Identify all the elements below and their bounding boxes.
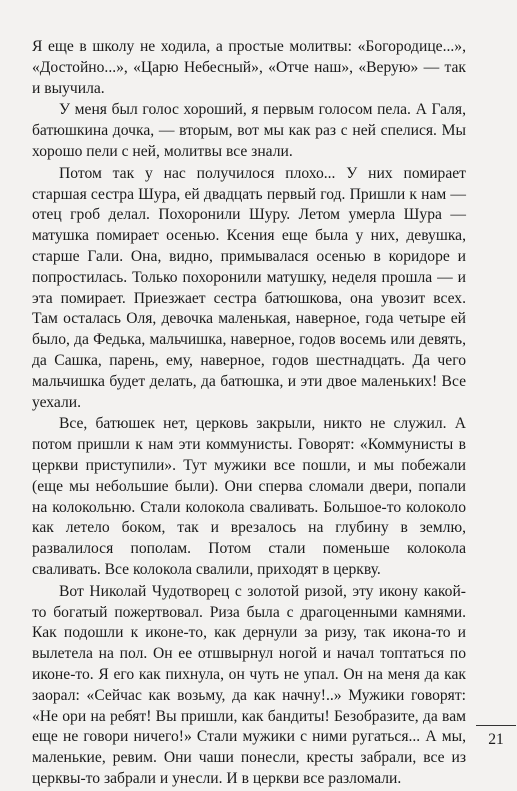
paragraph-1: Я еще в школу не ходила, а простые молитвы: «Богородице...», «Достойно...», «Царю Небесный», «Отче наш», «Верую» — так и выучила. (32, 38, 466, 97)
body-text (32, 37, 466, 791)
footer-rule (476, 725, 516, 726)
page-number: 21 (488, 731, 504, 748)
paragraph-4: Все, батюшек нет, церковь закрыли, никто не служил. А потом пришли к нам эти коммунисты. Говорят: «Коммунисты в церкви приступили». Тут мужики все пошли, и мы побежали (еще мы небольшие были). Они сперва сломали двери, попали на колокольню. Стали колокола сваливать. Большое-то колоколо как летело боком, так и врезалось на глубину в землю, развалилося пополам. Потом стали поменьше колокола сваливать. Все колокола свалили, приходят в церкву. (32, 415, 466, 578)
paragraph-3: Потом так у нас получилося плохо... У них помирает старшая сестра Шура, ей двадцать первый год. Пришли к нам — отец гроб делал. Похоронили Шуру. Летом умерла Шура — матушка помирает осенью. Ксения еще была у них, девушка, старше Гали. Она, видно, примывалася осенью в коридоре и попростилась. Только похоронили матушку, неделя прошла — и эта помирает. Приезжает сестра батюшкова, она увозит всех. Там осталась Оля, девочка маленькая, наверное, года четыре ей было, да Федька, мальчишка, наверное, годов восемь или девять, да Сашка, парень, ему, наверное, годов шестнадцать. Да чего мальчишка будет делать, да батюшка, и эти двое маленьких! Все уехали. (32, 164, 466, 411)
paragraph-2: У меня был голос хороший, я первым голосом пела. А Галя, батюшкина дочка, — вторым, вот мы как раз с ней спелися. Мы хорошо пели с ней, молитвы все знали. (32, 101, 466, 160)
paragraph-5: Вот Николай Чудотворец с золотой ризой, эту икону какой-то богатый пожертвовал. Риза была с драгоценными камнями. Как подошли к иконе-то, как дернули за ризу, так икона-то и вылетела на пол. Он ее отшвырнул ногой и начал топтаться по иконе-то. Я его как пихнула, он чуть не упал. Он на меня да как заорал: «Сейчас как возьму, да как начну!..» Мужики говорят: «Не ори на ребят! Вы пришли, как бандиты! Безобразите, да вам еще не говори ничего!» Стали мужики с ними ругаться... А мы, маленькие, ревим. Они чаши понесли, кресты забрали, все из церквы-то забрали и унесли. И в церкви все разломали. (32, 582, 466, 787)
